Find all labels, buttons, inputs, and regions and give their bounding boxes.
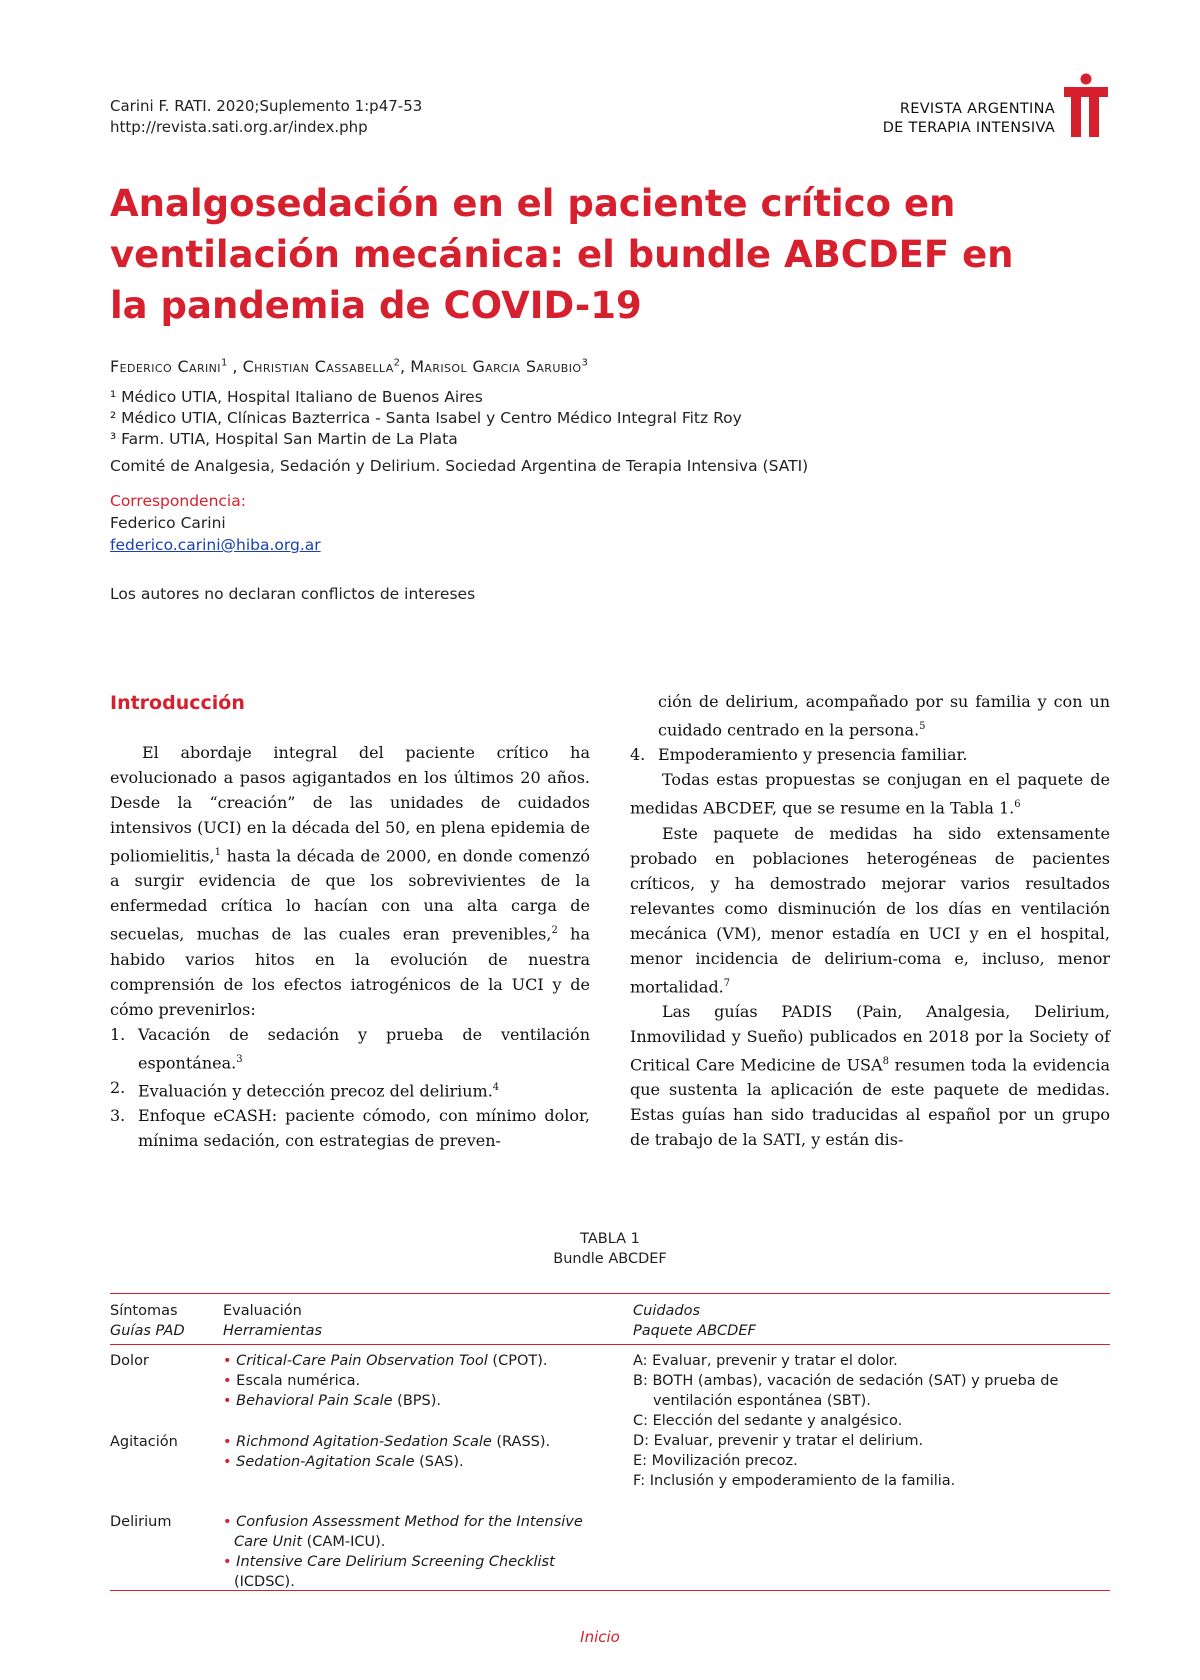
affiliation: ³ Farm. UTIA, Hospital San Martin de La Plata: [110, 430, 458, 448]
bullet-icon: •: [223, 1554, 232, 1570]
author-name: Christian Cassabella: [242, 357, 394, 376]
header-subtext: Herramientas: [223, 1323, 323, 1339]
text: ción de delirium, acompañado por su familia y con un cuidado centrado en la persona.: [658, 692, 1110, 740]
tool-item: [223, 1371, 623, 1391]
citation: Carini F. RATI. 2020;Suplemento 1:p47-53: [110, 97, 423, 115]
text: hasta la década de 2000, en donde comenzó a surgir evidencia de que los sobrevivientes de la enfermedad crítica lo hacían con una alta carga de secuelas, muchas de las cuales eran prevenibles,: [110, 846, 590, 944]
author-sup: 3: [581, 357, 588, 369]
text: ha habido varios hitos en la evolución de nuestra comprensión de los efectos iatrogénicos de la UCI y de cómo prevenirlos:: [110, 924, 590, 1019]
care-item: E: Movilización precoz.: [633, 1453, 798, 1469]
conflicts-statement: Los autores no declaran conflictos de intereses: [110, 585, 476, 603]
tool-abbr: (BPS).: [392, 1393, 441, 1409]
text: Las guías PADIS (Pain, Analgesia, Delirium, Inmovilidad y Sueño) publicados en 2018 por la Society of Critical Care Medicine de USA: [630, 1001, 1110, 1075]
paragraph: [630, 767, 1110, 820]
tool-item: [223, 1432, 623, 1452]
text: resumen toda la evidencia que sustenta la aplicación de este paquete de medidas. Estas guías han sido traducidas al español por un grupo de trabajo de la SATI, y están dis-: [630, 1055, 1110, 1150]
author-separator: ,: [227, 357, 243, 376]
home-link[interactable]: Inicio: [580, 1628, 620, 1646]
list-item: [110, 1022, 590, 1075]
list-number: 2.: [110, 1077, 126, 1097]
text: Este paquete de medidas ha sido extensamente probado en poblaciones heterogéneas de pacientes críticos, y ha demostrado mejorar varios resultados relevantes como disminución de los días en ventilación mecánica (VM), menor estadía en UCI y en el hospital, menor incidencia de delirium-coma e, incluso, menor mortalidad.: [630, 823, 1110, 996]
authors-line: [110, 357, 588, 376]
table-cell-tools: [223, 1512, 613, 1592]
reference-sup[interactable]: 8: [882, 1055, 889, 1067]
list-item: [630, 742, 1110, 767]
journal-url[interactable]: http://revista.sati.org.ar/index.php: [110, 118, 368, 136]
reference-sup[interactable]: 1: [214, 847, 221, 858]
author-name: Federico Carini: [110, 357, 221, 376]
text: El abordaje integral del paciente crítico ha evolucionado a pasos agigantados en los últimos 20 años. Desde la “creación” de las unidades de cuidados intensivos (UCI) en la década del 50, en plena epidemia de poliomielitis,: [110, 743, 590, 866]
article-title: Analgosedación en el paciente crítico en ventilación mecánica: el bundle ABCDEF en la pandemia de COVID-19: [110, 182, 1014, 327]
tool-name: Intensive Care Delirium Screening Checklist: [236, 1554, 555, 1570]
table-cell-symptom: Delirium: [110, 1514, 172, 1530]
care-item: D: Evaluar, prevenir y tratar el delirium.: [633, 1433, 924, 1449]
paragraph: [110, 740, 590, 1022]
text: Todas estas propuestas se conjugan en el paquete de medidas ABCDEF, que se resume en la Tabla 1.: [630, 770, 1110, 818]
correspondence-label: Correspondencia:: [110, 492, 246, 510]
table-header-evaluation: [223, 1301, 322, 1341]
body-column-right: [630, 689, 1110, 1152]
tool-item: [223, 1452, 623, 1472]
tool-item: [223, 1391, 623, 1411]
author-sup: 2: [393, 357, 401, 369]
reference-sup[interactable]: 2: [551, 925, 558, 937]
list-number: 4.: [630, 745, 646, 765]
table-cell-tools: [223, 1432, 623, 1472]
tool-name: Escala numérica.: [236, 1373, 361, 1389]
table-header-symptoms: [110, 1301, 185, 1341]
list-number: 3.: [110, 1106, 126, 1126]
paragraph: [630, 999, 1110, 1152]
bullet-icon: •: [223, 1514, 232, 1530]
text: Enfoque eCASH: paciente cómodo, con mínimo dolor, mínima sedación, con estrategias de preven-: [138, 1106, 590, 1151]
tool-item: [223, 1351, 623, 1371]
list-item: [110, 1075, 590, 1103]
affiliation: ² Médico UTIA, Clínicas Bazterrica - Santa Isabel y Centro Médico Integral Fitz Roy: [110, 409, 742, 427]
reference-sup[interactable]: 4: [492, 1081, 500, 1093]
reference-sup[interactable]: 7: [723, 977, 731, 989]
author-separator: ,: [400, 357, 411, 376]
table-bottom-rule: [110, 1590, 1110, 1591]
tool-name: Sedation-Agitation Scale: [236, 1454, 415, 1470]
care-item: C: Elección del sedante y analgésico.: [633, 1413, 903, 1429]
table-header-care: [633, 1301, 756, 1341]
table-top-rule: [110, 1293, 1110, 1294]
tool-name: Critical-Care Pain Observation Tool: [236, 1353, 488, 1369]
text: Empoderamiento y presencia familiar.: [658, 745, 968, 765]
header-subtext: Guías PAD: [110, 1323, 185, 1339]
tool-item: [223, 1512, 613, 1552]
header-text: Cuidados: [633, 1303, 701, 1319]
paragraph: [630, 821, 1110, 999]
text: Vacación de sedación y prueba de ventilación espontánea.: [138, 1024, 590, 1072]
header-text: Evaluación: [223, 1303, 302, 1319]
bullet-icon: •: [223, 1353, 232, 1369]
list-item-continuation: [630, 689, 1110, 742]
body-column-left: [110, 740, 590, 1153]
tool-abbr: (ICDSC).: [234, 1574, 295, 1590]
citation-block: [110, 96, 422, 138]
table-caption: Bundle ABCDEF: [553, 1251, 667, 1267]
author-sup: 1: [220, 357, 228, 369]
correspondence-email-link[interactable]: federico.carini@hiba.org.ar: [110, 536, 321, 554]
committee: Comité de Analgesia, Sedación y Delirium. Sociedad Argentina de Terapia Intensiva (SATI): [110, 457, 809, 475]
care-item: F: Inclusión y empoderamiento de la familia.: [633, 1473, 956, 1489]
care-item: A: Evaluar, prevenir y tratar el dolor.: [633, 1353, 898, 1369]
sati-logo-icon: [1063, 73, 1109, 137]
correspondence-name: Federico Carini: [110, 514, 226, 532]
tool-abbr: (CAM-ICU).: [302, 1534, 386, 1550]
tool-abbr: (SAS).: [414, 1454, 464, 1470]
tool-abbr: (RASS).: [491, 1434, 551, 1450]
reference-sup[interactable]: 5: [919, 721, 926, 732]
table-cell-symptom: Dolor: [110, 1353, 149, 1369]
bullet-icon: •: [223, 1434, 232, 1450]
journal-name-line2: DE TERAPIA INTENSIVA: [882, 120, 1055, 136]
list-number: 1.: [110, 1024, 126, 1044]
journal-name: [883, 100, 1055, 138]
reference-sup[interactable]: 6: [1014, 799, 1021, 811]
text: Evaluación y detección precoz del delirium.: [138, 1081, 493, 1101]
list-item: [110, 1103, 590, 1153]
affiliation: ¹ Médico UTIA, Hospital Italiano de Buenos Aires: [110, 388, 483, 406]
header-text: Síntomas: [110, 1303, 178, 1319]
table-header-rule: [110, 1344, 1110, 1345]
table-cell-tools: [223, 1351, 623, 1411]
bullet-icon: •: [223, 1454, 232, 1470]
tool-abbr: (CPOT).: [487, 1353, 548, 1369]
table-cell-symptom: Agitación: [110, 1434, 178, 1450]
table-label: TABLA 1: [580, 1231, 640, 1247]
bullet-icon: •: [223, 1373, 232, 1389]
correspondence: [110, 490, 321, 556]
journal-name-line1: REVISTA ARGENTINA: [899, 101, 1055, 117]
tool-name: Confusion Assessment Method for the Intensive Care Unit: [234, 1514, 583, 1550]
header-subtext: Paquete ABCDEF: [633, 1323, 756, 1339]
tool-name: Richmond Agitation-Sedation Scale: [236, 1434, 492, 1450]
table-cell-care: [633, 1351, 1113, 1491]
tool-item: [223, 1552, 613, 1592]
care-item: B: BOTH (ambas), vacación de sedación (SAT) y prueba de ventilación espontánea (SBT).: [633, 1373, 1059, 1409]
reference-sup[interactable]: 3: [236, 1053, 243, 1065]
section-title: Introducción: [110, 692, 245, 714]
tool-name: Behavioral Pain Scale: [236, 1393, 393, 1409]
author-name: Marisol Garcia Sarubio: [410, 357, 582, 376]
affiliations: [110, 387, 742, 450]
bullet-icon: •: [223, 1393, 232, 1409]
